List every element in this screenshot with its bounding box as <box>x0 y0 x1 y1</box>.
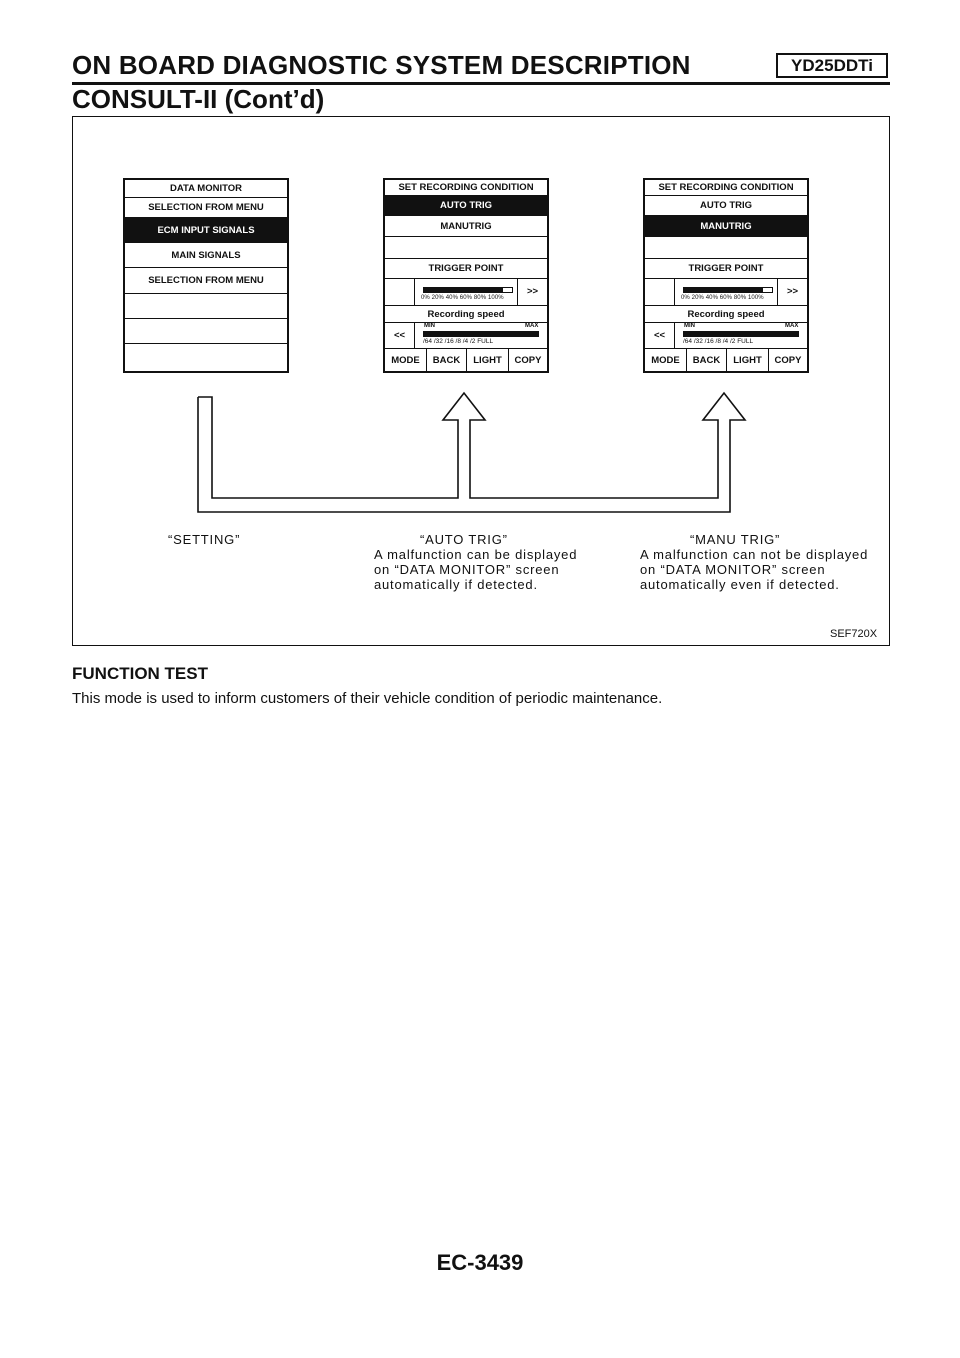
figure-id: SEF720X <box>830 628 878 640</box>
next-button[interactable]: >> <box>777 279 807 305</box>
flow-arrow-outline <box>198 393 745 512</box>
page-number: EC-3439 <box>436 1250 524 1275</box>
caption-manu-line3: automatically even if detected. <box>640 577 840 592</box>
caption-auto-line1: A malfunction can be displayed <box>374 547 578 562</box>
copy-button[interactable]: COPY <box>514 355 542 366</box>
caption-manu-line2: on “DATA MONITOR” screen <box>640 562 826 577</box>
prev-button[interactable]: << <box>385 323 415 348</box>
back-button[interactable]: BACK <box>687 349 727 371</box>
function-test-heading: FUNCTION TEST <box>72 664 208 683</box>
section-header-subtitle: CONSULT-II (Cont’d) <box>72 84 325 114</box>
recording-speed-label: Recording speed <box>645 306 807 323</box>
screen-title: SET RECORDING CONDITION <box>385 180 547 196</box>
mode-button[interactable]: MODE <box>645 349 687 371</box>
caption-auto-line3: automatically if detected. <box>374 577 538 592</box>
caption-manu-line1: A malfunction can not be displayed <box>640 547 869 562</box>
menu-row[interactable]: DATA MONITOR <box>125 180 287 198</box>
next-button[interactable]: >> <box>517 279 547 305</box>
trigger-scale: 0% 20% 40% 60% 80% 100% <box>421 295 504 301</box>
back-button[interactable]: BACK <box>427 349 467 371</box>
manu-trig-option[interactable]: MANUTRIG <box>645 216 807 237</box>
screen-title: SET RECORDING CONDITION <box>645 180 807 196</box>
menu-row[interactable]: MAIN SIGNALS <box>125 243 287 268</box>
auto-trig-option[interactable]: AUTO TRIG <box>385 196 547 216</box>
arrow-path <box>198 393 745 512</box>
caption-auto-line2: on “DATA MONITOR” screen <box>374 562 560 577</box>
recording-speed-label: Recording speed <box>385 306 547 323</box>
copy-button[interactable]: COPY <box>774 355 802 366</box>
speed-max-label: MAX <box>525 323 539 329</box>
auto-trig-option[interactable]: AUTO TRIG <box>645 196 807 216</box>
speed-scale: /64 /32 /16 /8 /4 /2 FULL <box>683 338 754 345</box>
speed-min-label: MIN <box>684 323 695 329</box>
caption-setting: “SETTING” <box>168 532 241 547</box>
caption-auto-title: “AUTO TRIG” <box>420 532 508 547</box>
caption-manu-title: “MANU TRIG” <box>690 532 781 547</box>
section-header-title: ON BOARD DIAGNOSTIC SYSTEM DESCRIPTION <box>72 50 691 80</box>
trigger-scale: 0% 20% 40% 60% 80% 100% <box>681 295 764 301</box>
function-test-text: This mode is used to inform customers of their vehicle condition of periodic maintenance. <box>72 690 663 707</box>
menu-row[interactable]: ECM INPUT SIGNALS <box>125 218 287 243</box>
light-button[interactable]: LIGHT <box>467 349 509 371</box>
prev-button[interactable]: << <box>645 323 675 348</box>
speed-min-label: MIN <box>424 323 435 329</box>
mode-button[interactable]: MODE <box>385 349 427 371</box>
trigger-point-label[interactable]: TRIGGER POINT <box>385 259 547 279</box>
speed-scale: /64 /32 /16 /8 /4 /2 FULL <box>423 338 494 345</box>
menu-row[interactable]: SELECTION FROM MENU <box>125 198 287 218</box>
light-button[interactable]: LIGHT <box>727 349 769 371</box>
trigger-point-label[interactable]: TRIGGER POINT <box>645 259 807 279</box>
engine-model-badge: YD25DDTi <box>776 53 888 78</box>
manu-trig-option[interactable]: MANUTRIG <box>385 216 547 237</box>
menu-row[interactable]: SELECTION FROM MENU <box>125 268 287 294</box>
speed-max-label: MAX <box>785 323 799 329</box>
